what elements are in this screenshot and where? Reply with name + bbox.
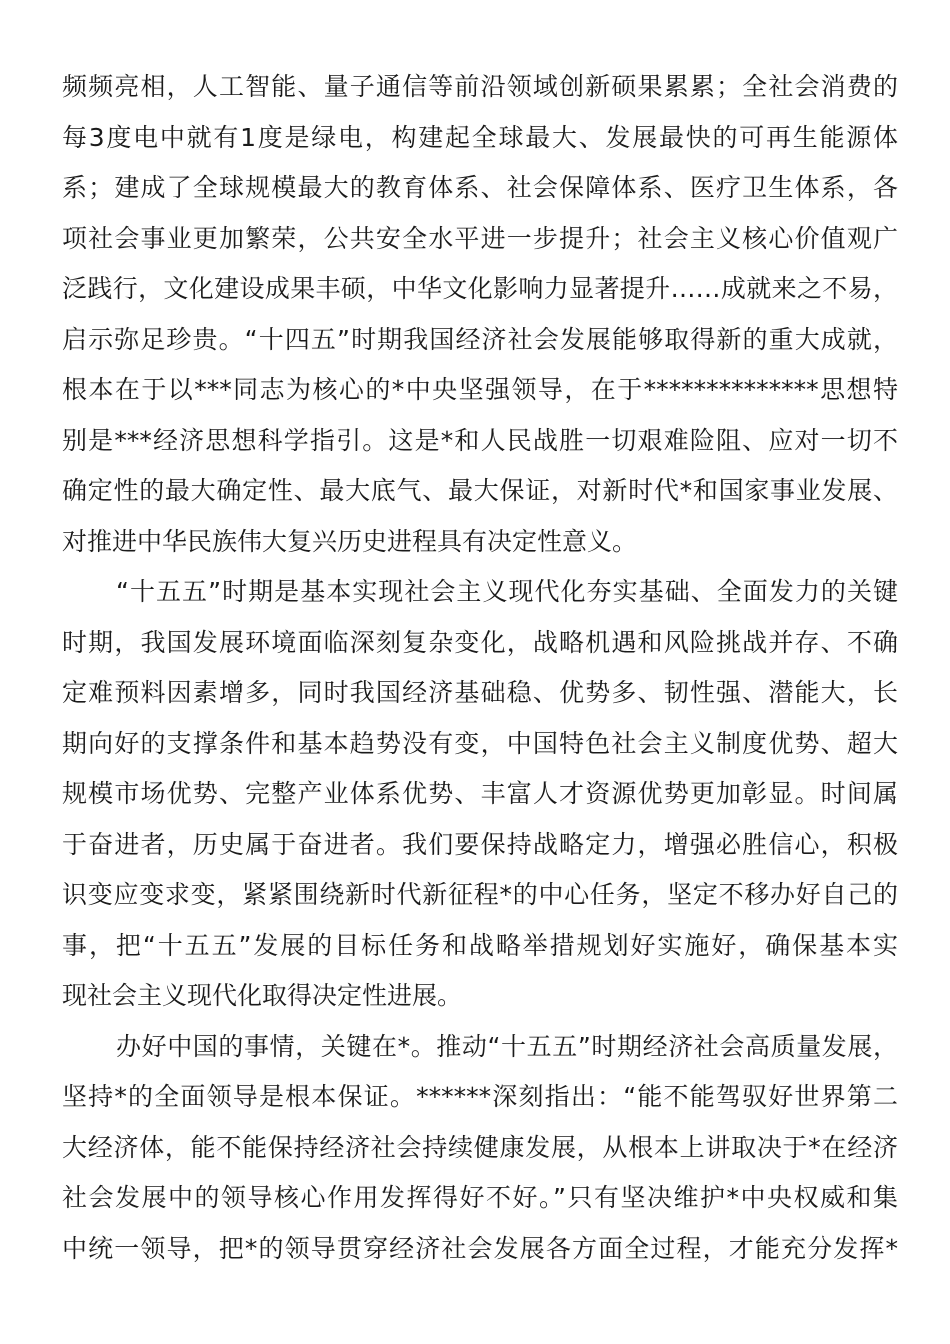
text-line: 每3度电中就有1度是绿电，构建起全球最大、发展最快的可再生能源体 xyxy=(62,122,898,152)
text-line: 社会发展中的领导核心作用发挥得好不好。”只有坚决维护*中央权威和集 xyxy=(62,1183,898,1212)
text-line: 坚持*的全面领导是根本保证。******深刻指出：“能不能驾驭好世界第二 xyxy=(62,1082,898,1111)
text-line: 时期，我国发展环境面临深刻复杂变化，战略机遇和风险挑战并存、不确 xyxy=(62,627,898,657)
text-line: 事，把“十五五”发展的目标任务和战略举措规划好实施好，确保基本实 xyxy=(62,930,898,960)
text-line: 期向好的支撑条件和基本趋势没有变，中国特色社会主义制度优势、超大 xyxy=(62,728,898,758)
paragraph-3 xyxy=(62,1022,898,1275)
text-line: 确定性的最大确定性、最大底气、最大保证，对新时代*和国家事业发展、 xyxy=(62,476,898,505)
text-line: 识变应变求变，紧紧围绕新时代新征程*的中心任务，坚定不移办好自己的 xyxy=(62,880,898,909)
text-line: 现社会主义现代化取得决定性进展。 xyxy=(62,981,463,1010)
text-line: 对推进中华民族伟大复兴历史进程具有决定性意义。 xyxy=(62,526,638,556)
text-line: 定难预料因素增多，同时我国经济基础稳、优势多、韧性强、潜能大，长 xyxy=(62,678,898,707)
text-line: 频频亮相，人工智能、量子通信等前沿领域创新硕果累累；全社会消费的 xyxy=(62,72,898,101)
document-body xyxy=(62,62,898,1274)
text-line: 根本在于以***同志为核心的*中央坚强领导，在于**************思想特 xyxy=(62,375,898,404)
paragraph-1 xyxy=(62,62,898,567)
text-line: 大经济体，能不能保持经济社会持续健康发展，从根本上讲取决于*在经济 xyxy=(62,1132,898,1162)
text-line: 于奋进者，历史属于奋进者。我们要保持战略定力，增强必胜信心，积极 xyxy=(62,829,898,859)
text-line: 系；建成了全球规模最大的教育体系、社会保障体系、医疗卫生体系，各 xyxy=(62,173,898,202)
text-line: 中统一领导，把*的领导贯穿经济社会发展各方面全过程，才能充分发挥* xyxy=(62,1233,898,1263)
text-line: 项社会事业更加繁荣，公共安全水平进一步提升；社会主义核心价值观广 xyxy=(62,223,898,253)
text-line: 办好中国的事情，关键在*。推动“十五五”时期经济社会高质量发展， xyxy=(116,1031,898,1061)
text-line: 规模市场优势、完整产业体系优势、丰富人才资源优势更加彰显。时间属 xyxy=(62,779,898,808)
text-line: 泛践行，文化建设成果丰硕，中华文化影响力显著提升……成就来之不易， xyxy=(62,274,898,303)
paragraph-2 xyxy=(62,567,898,1022)
text-line: “十五五”时期是基本实现社会主义现代化夯实基础、全面发力的关键 xyxy=(116,577,898,606)
text-line: 启示弥足珍贵。“十四五”时期我国经济社会发展能够取得新的重大成就， xyxy=(62,324,898,354)
text-line: 别是***经济思想科学指引。这是*和人民战胜一切艰难险阻、应对一切不 xyxy=(62,425,898,455)
